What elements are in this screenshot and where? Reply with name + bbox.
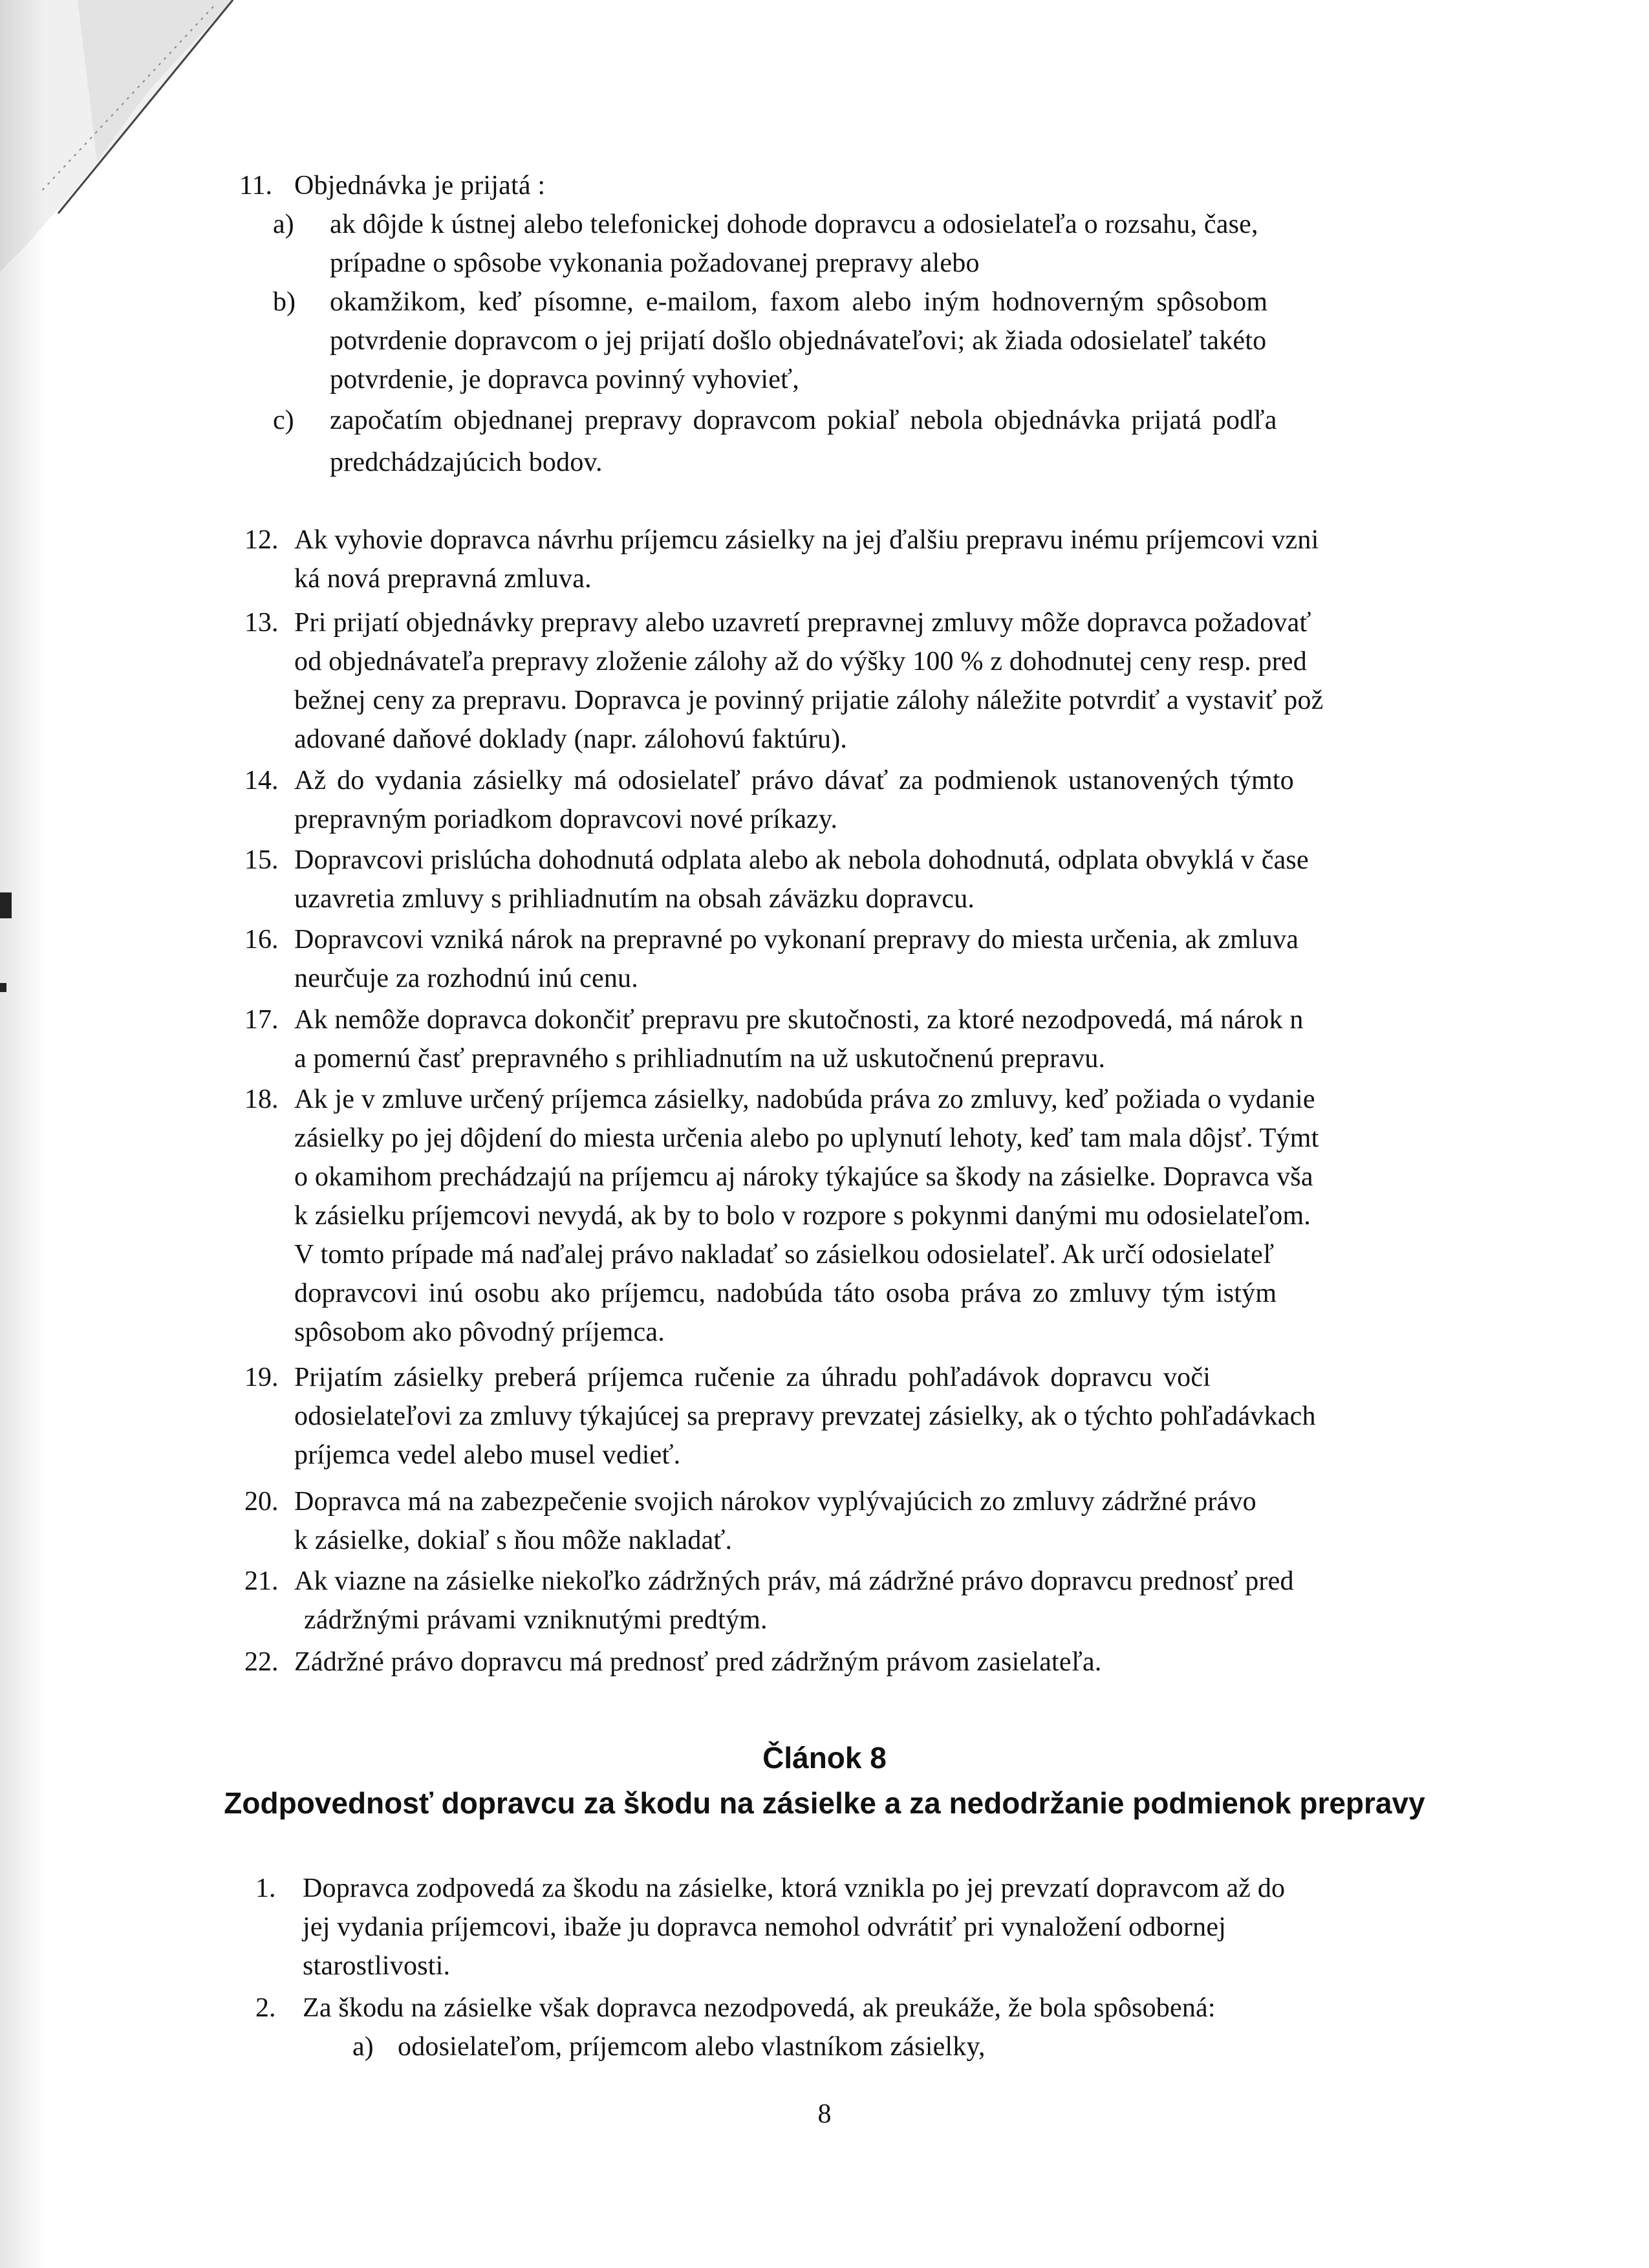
item-continuation: prepravným poriadkom dopravcovi nové príkazy.: [294, 805, 838, 834]
subitem-continuation: prípadne o spôsobe vykonania požadovanej prepravy alebo: [330, 248, 980, 278]
item-continuation: odosielateľovi za zmluvy týkajúcej sa prepravy prevzatej zásielky, ak o týchto pohľadávkach: [294, 1401, 1316, 1431]
item-continuation: bežnej ceny za prepravu. Dopravca je povinný prijatie zálohy náležite potvrdiť a vystaviť pož: [294, 686, 1324, 715]
item-continuation: dopravcovi inú osobu ako príjemcu, nadobúda táto osoba práva zo zmluvy tým istým: [294, 1279, 1277, 1308]
item-continuation: spôsobom ako pôvodný príjemca.: [294, 1317, 665, 1347]
item-text: Pri prijatí objednávky prepravy alebo uzavretí prepravnej zmluvy môže dopravca požadovať: [294, 608, 1311, 638]
item-continuation: starostlivosti.: [303, 1951, 451, 1981]
item-text: Ak vyhovie dopravca návrhu príjemcu zásielky na jej ďalšiu prepravu inému príjemcovi vzni: [294, 525, 1319, 555]
item-text: Dopravcovi vzniká nárok na prepravné po vykonaní prepravy do miesta určenia, ak zmluva: [294, 925, 1299, 955]
item-continuation: adované daňové doklady (napr. zálohovú faktúru).: [294, 724, 848, 754]
item-continuation: zásielky po jej dôjdení do miesta určenia alebo po uplynutí lehoty, keď tam mala dôjsť. Týmt: [294, 1123, 1319, 1153]
item-number: 12.: [244, 525, 279, 555]
item-text: Ak je v zmluve určený príjemca zásielky, nadobúda práva zo zmluvy, keď požiada o vydanie: [294, 1085, 1315, 1114]
subitem-continuation: potvrdenie, je dopravca povinný vyhovieť,: [330, 365, 799, 394]
subitem-text: okamžikom, keď písomne, e-mailom, faxom alebo iným hodnoverným spôsobom: [330, 287, 1268, 317]
item-text: Prijatím zásielky preberá príjemca ručenie za úhradu pohľadávok dopravcu voči: [294, 1363, 1211, 1392]
subitem-text: ak dôjde k ústnej alebo telefonickej dohode dopravcu a odosielateľa o rozsahu, čase,: [330, 210, 1258, 239]
item-continuation: uzavretia zmluvy s prihliadnutím na obsah záväzku dopravcu.: [294, 884, 975, 914]
subitem-continuation: predchádzajúcich bodov.: [330, 448, 603, 477]
item-number: 18.: [244, 1085, 279, 1114]
item-continuation: k zásielku príjemcovi nevydá, ak by to bolo v rozpore s pokynmi danými mu odosielateľom.: [294, 1201, 1311, 1231]
item-number: 17.: [244, 1005, 279, 1035]
item-continuation: k zásielke, dokiaľ s ňou môže nakladať.: [294, 1526, 733, 1555]
subitem-letter: c): [273, 405, 294, 435]
item-continuation: príjemca vedel alebo musel vedieť.: [294, 1440, 681, 1470]
item-continuation: V tomto prípade má naďalej právo nakladať so zásielkou odosielateľ. Ak určí odosielateľ: [294, 1240, 1275, 1269]
item-text: Zádržné právo dopravcu má prednosť pred zádržným právom zasielateľa.: [294, 1647, 1102, 1677]
subitem-text: odosielateľom, príjemcom alebo vlastníkom zásielky,: [398, 2032, 986, 2062]
item-number: 19.: [244, 1363, 279, 1392]
item-text: Dopravca zodpovedá za škodu na zásielke, ktorá vznikla po jej prevzatí dopravcom až do: [303, 1874, 1286, 1903]
item-continuation: a pomernú časť prepravného s prihliadnutím na už uskutočnenú prepravu.: [294, 1044, 1106, 1074]
item-text: Až do vydania zásielky má odosielateľ právo dávať za podmienok ustanovených týmto: [294, 766, 1294, 795]
subitem-letter: a): [352, 2032, 374, 2062]
subitem-letter: b): [273, 287, 296, 317]
item-number: 14.: [244, 766, 279, 795]
item-continuation: zádržnými právami vzniknutými predtým.: [304, 1605, 768, 1635]
item-number: 15.: [244, 845, 279, 875]
item-number: 2.: [255, 1993, 276, 2023]
item-number: 1.: [255, 1874, 276, 1903]
item-continuation: jej vydania príjemcovi, ibaže ju dopravca nemohol odvrátiť pri vynaložení odbornej: [303, 1912, 1227, 1942]
item-number: 13.: [244, 608, 279, 638]
item-continuation: o okamihom prechádzajú na príjemcu aj nároky týkajúce sa škody na zásielke. Dopravca vša: [294, 1162, 1313, 1192]
item-text: Dopravcovi prislúcha dohodnutá odplata alebo ak nebola dohodnutá, odplata obvyklá v čase: [294, 845, 1309, 875]
item-text: Ak viazne na zásielke niekoľko zádržných práv, má zádržné právo dopravcu prednosť pred: [294, 1566, 1294, 1596]
item-text: Ak nemôže dopravca dokončiť prepravu pre skutočnosti, za ktoré nezodpovedá, má nárok n: [294, 1005, 1304, 1035]
item-continuation: neurčuje za rozhodnú inú cenu.: [294, 964, 638, 993]
item-number: 20.: [244, 1487, 279, 1517]
item-number: 11.: [239, 171, 272, 200]
item-number: 22.: [244, 1647, 279, 1677]
item-number: 16.: [244, 925, 279, 955]
article-subtitle: Zodpovednosť dopravcu za škodu na zásielke a za nedodržanie podmienok prepravy: [224, 1786, 1425, 1820]
item-continuation: od objednávateľa prepravy zloženie zálohy až do výšky 100 % z dohodnutej ceny resp. pred: [294, 647, 1307, 676]
item-text: Dopravca má na zabezpečenie svojich nárokov vyplývajúcich zo zmluvy zádržné právo: [294, 1487, 1256, 1517]
subitem-continuation: potvrdenie dopravcom o jej prijatí došlo objednávateľovi; ak žiada odosielateľ takéto: [330, 326, 1267, 356]
article-title: Článok 8: [762, 1741, 887, 1775]
subitem-letter: a): [273, 210, 294, 239]
page-number: 8: [817, 2099, 832, 2129]
item-text: Za škodu na zásielke však dopravca nezodpovedá, ak preukáže, že bola spôsobená:: [303, 1993, 1216, 2023]
item-number: 21.: [244, 1566, 279, 1596]
item-continuation: ká nová prepravná zmluva.: [294, 564, 592, 594]
subitem-text: započatím objednanej prepravy dopravcom pokiaľ nebola objednávka prijatá podľa: [330, 405, 1277, 435]
item-text: Objednávka je prijatá :: [294, 171, 546, 200]
